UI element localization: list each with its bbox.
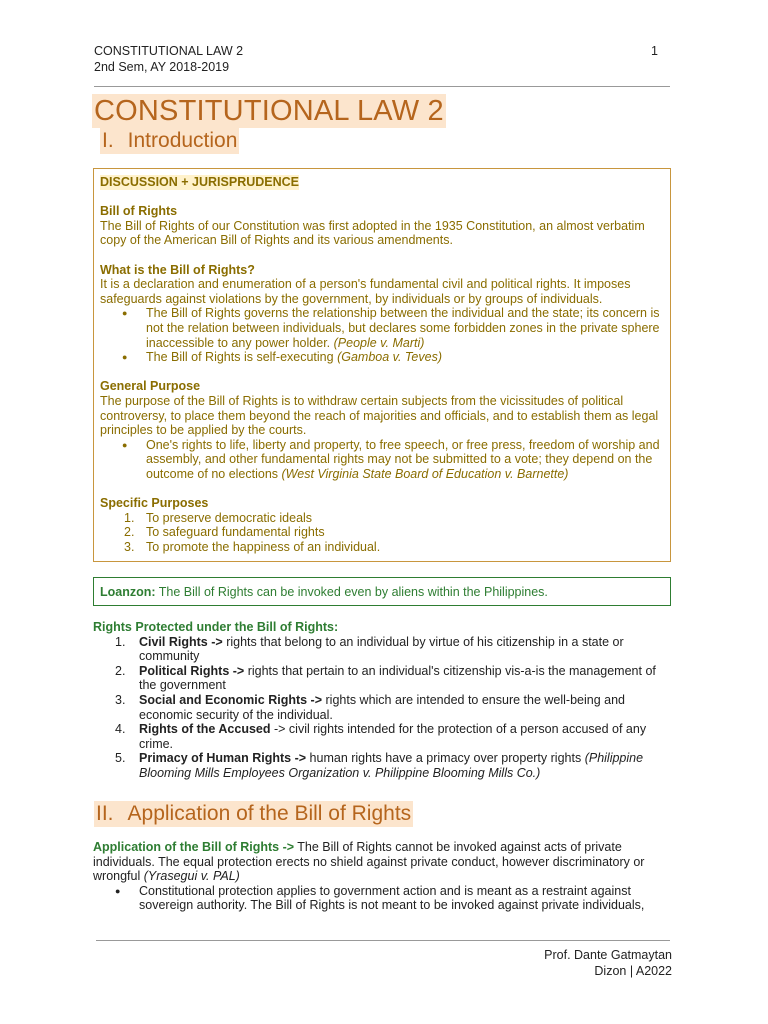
list-item: 2. To safeguard fundamental rights <box>124 525 325 540</box>
footer-professor: Prof. Dante Gatmaytan <box>544 948 672 962</box>
page-footer <box>544 947 672 979</box>
application-section <box>93 840 673 913</box>
specific-purposes-list <box>100 511 664 555</box>
section-title: Introduction <box>127 129 238 152</box>
general-purpose-bullets <box>100 438 664 482</box>
header-course: CONSTITUTIONAL LAW 2 <box>94 44 244 58</box>
case-citation: (Yrasegui v. PAL) <box>143 869 240 884</box>
footer-divider <box>96 940 670 941</box>
loanzon-box <box>93 577 671 606</box>
application-paragraph: Application of the Bill of Rights -> The Bill of Rights cannot be invoked against acts of private individuals. The equal protection erects no shield against private conduct, however discriminatory or wrongful (Yrasegui v. PAL) <box>93 840 645 884</box>
list-item: 3. To promote the happiness of an individual. <box>124 539 381 554</box>
specific-purposes-heading: Specific Purposes <box>100 496 209 511</box>
list-item: 4. Rights of the Accused -> civil rights intended for the protection of a person accused of any crime. <box>115 722 647 751</box>
what-is-heading: What is the Bill of Rights? <box>100 262 255 277</box>
list-item: ● One's rights to life, liberty and property, to free speech, or free press, freedom of worship and assembly, and other fundamental rights may not be submitted to a vote; they depend on the outcome of no elections (West Virginia State Board of Education v. Barnette) <box>100 438 664 482</box>
discussion-box <box>93 168 671 562</box>
case-citation: (Philippine Blooming Mills Employees Organization v. Philippine Blooming Mills Co.) <box>139 751 644 780</box>
list-item: 1. To preserve democratic ideals <box>124 510 313 525</box>
header-divider <box>94 86 670 87</box>
page-number: 1 <box>651 44 658 58</box>
what-is-bullets <box>100 306 664 364</box>
list-item: 3. Social and Economic Rights -> rights which are intended to ensure the well-being and economic security of the individual. <box>115 692 626 722</box>
section-number: II. <box>96 802 114 825</box>
section-number: I. <box>102 129 114 152</box>
loanzon-text: The Bill of Rights can be invoked even by aliens within the Philippines. <box>158 585 548 599</box>
document-title: CONSTITUTIONAL LAW 2 <box>94 95 444 127</box>
application-label: Application of the Bill of Rights -> <box>93 840 295 854</box>
general-purpose-heading: General Purpose <box>100 379 201 394</box>
list-item: ● Constitutional protection applies to government action and is meant as a restraint against sovereign authority. The Bill of Rights is not meant to be invoked against private individuals, <box>93 884 673 913</box>
case-citation: (People v. Marti) <box>333 335 425 350</box>
section-heading-introduction <box>100 128 239 154</box>
what-is-text: It is a declaration and enumeration of a person's fundamental civil and political rights. It imposes safeguards against violations by the government, by individuals or by groups of individuals. <box>100 277 631 306</box>
application-bullets <box>93 884 673 913</box>
loanzon-label: Loanzon: <box>100 585 156 599</box>
bill-of-rights-heading: Bill of Rights <box>100 204 178 219</box>
list-item: 2. Political Rights -> rights that pertain to an individual's citizenship vis-a-is the management of the government <box>115 663 656 693</box>
rights-list <box>93 635 673 781</box>
header-semester: 2nd Sem, AY 2018-2019 <box>94 60 230 74</box>
list-item: 1. Civil Rights -> rights that belong to an individual by virtue of his citizenship in a state or community <box>115 634 624 664</box>
bill-of-rights-text: The Bill of Rights of our Constitution was first adopted in the 1935 Constitution, an almost verbatim copy of the American Bill of Rights and its various amendments. <box>100 218 645 248</box>
rights-protected-section <box>93 620 673 781</box>
page-header <box>94 43 670 75</box>
footer-author: Dizon | A2022 <box>594 964 672 978</box>
rights-protected-heading: Rights Protected under the Bill of Rights: <box>93 620 339 634</box>
section-heading-application <box>94 801 413 827</box>
case-citation: (Gamboa v. Teves) <box>337 350 442 365</box>
list-item: 5. Primacy of Human Rights -> human rights have a primacy over property rights (Philippine Blooming Mills Employees Organization v. Philippine Blooming Mills Co.) <box>115 751 644 780</box>
section-title: Application of the Bill of Rights <box>127 802 412 825</box>
list-item: ● The Bill of Rights governs the relationship between the individual and the state; its concern is not the relation between individuals, but declares some forbidden zones in the private sphere inaccessible to any power holder. (People v. Marti) <box>100 306 664 350</box>
list-item: ● The Bill of Rights is self-executing (Gamboa v. Teves) <box>100 350 664 365</box>
case-citation: (West Virginia State Board of Education v. Barnette) <box>281 466 569 481</box>
discussion-tag: DISCUSSION + JURISPRUDENCE <box>100 175 299 189</box>
general-purpose-text: The purpose of the Bill of Rights is to withdraw certain subjects from the vicissitudes of political controversy, to place them beyond the reach of majorities and officials, and to establish them as legal principles to be applied by the courts. <box>100 393 659 438</box>
